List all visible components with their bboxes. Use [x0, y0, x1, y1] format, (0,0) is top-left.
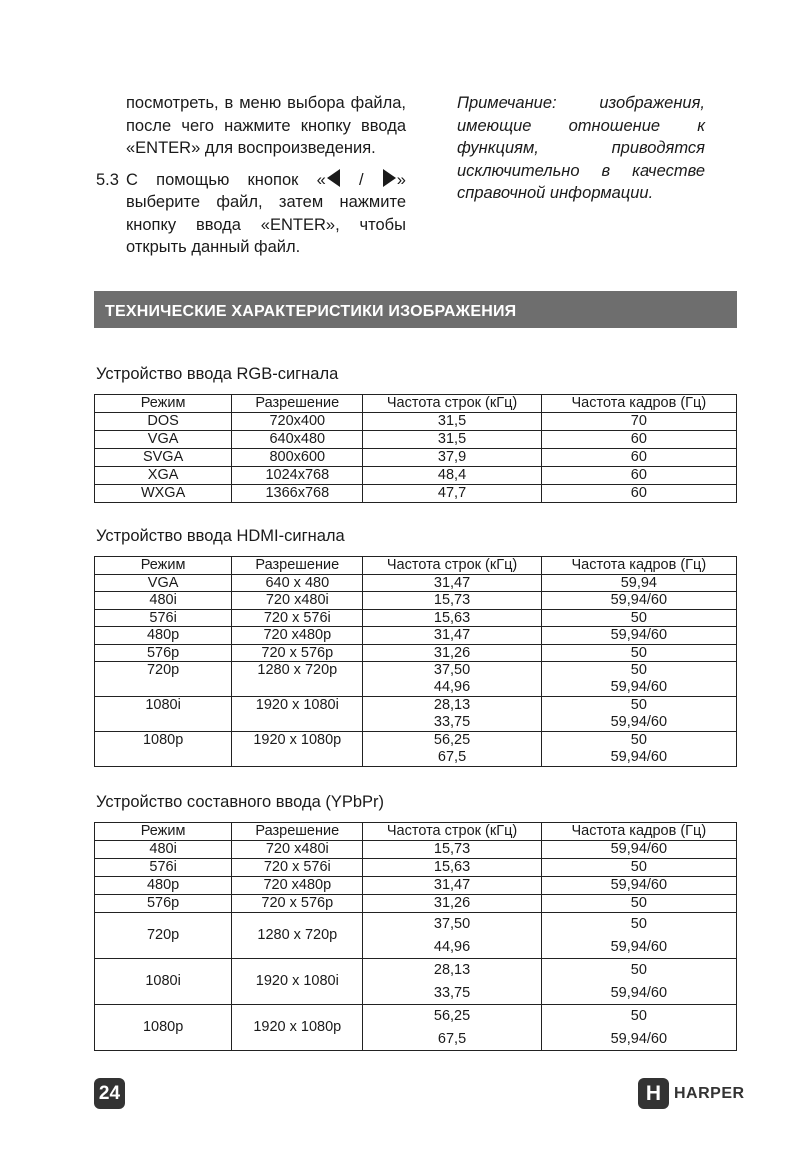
rgb-table-title: Устройство ввода RGB-сигнала — [96, 365, 339, 383]
column-header: Частота строк (кГц) — [363, 823, 541, 841]
step-separator: / — [340, 170, 382, 189]
cell-line: 44,96 — [433, 938, 471, 955]
cell: 576p — [95, 644, 232, 662]
cell: 60 — [541, 485, 736, 503]
cell: 31,47 — [363, 574, 541, 592]
column-header: Разрешение — [232, 823, 363, 841]
cell: SVGA — [95, 449, 232, 467]
cell: 1280 x 720p — [232, 913, 363, 959]
table-row — [95, 732, 737, 767]
hdmi-table — [94, 556, 737, 767]
cell: 47,7 — [363, 485, 541, 503]
cell: 59,94/60 — [541, 627, 736, 645]
cell-line: 50 — [630, 732, 647, 748]
table-row — [95, 449, 737, 467]
cell: 720 x 576p — [232, 644, 363, 662]
cell: 59,94 — [541, 574, 736, 592]
cell: 720 x 576i — [232, 609, 363, 627]
harper-logo — [638, 1078, 745, 1109]
cell: 31,26 — [363, 895, 541, 913]
cell: 720p — [95, 913, 232, 959]
cell: 720p — [95, 662, 232, 697]
cell: 60 — [541, 431, 736, 449]
arrow-right-icon — [383, 169, 396, 187]
cell-line: 67,5 — [437, 1030, 467, 1047]
cell: 15,63 — [363, 859, 541, 877]
cell: 15,63 — [363, 609, 541, 627]
table-row — [95, 877, 737, 895]
cell: 800x600 — [232, 449, 363, 467]
cell: 31,5 — [363, 431, 541, 449]
table-header-row — [95, 823, 737, 841]
cell-line: 28,13 — [433, 697, 471, 713]
cell: 31,47 — [363, 627, 541, 645]
cell: 720 x 576p — [232, 895, 363, 913]
cell: 1024x768 — [232, 467, 363, 485]
cell: 640 x 480 — [232, 574, 363, 592]
cell — [541, 732, 736, 767]
table-row — [95, 467, 737, 485]
cell: 576i — [95, 609, 232, 627]
column-header: Разрешение — [232, 557, 363, 575]
cell-line: 50 — [630, 662, 647, 678]
cell: 1280 x 720p — [232, 662, 363, 697]
step-text — [126, 169, 406, 259]
cell: 1366x768 — [232, 485, 363, 503]
cell — [541, 913, 736, 959]
table-row — [95, 574, 737, 592]
column-header: Частота кадров (Гц) — [541, 557, 736, 575]
table-row — [95, 485, 737, 503]
table-row — [95, 697, 737, 732]
step-number: 5.3 — [96, 170, 119, 189]
cell: 31,26 — [363, 644, 541, 662]
cell — [541, 1005, 736, 1051]
table-row — [95, 913, 737, 959]
column-header: Частота строк (кГц) — [363, 395, 541, 413]
left-column — [96, 92, 406, 259]
table-row — [95, 662, 737, 697]
cell: 15,73 — [363, 841, 541, 859]
cell: 720 x 576i — [232, 859, 363, 877]
cell: 720 x480i — [232, 592, 363, 610]
cell: 576p — [95, 895, 232, 913]
table-row — [95, 644, 737, 662]
column-header: Частота кадров (Гц) — [541, 823, 736, 841]
cell: 59,94/60 — [541, 592, 736, 610]
cell-line: 28,13 — [433, 962, 471, 978]
column-header: Частота строк (кГц) — [363, 557, 541, 575]
cell-line: 33,75 — [433, 714, 471, 730]
cell — [541, 662, 736, 697]
cell: 1920 x 1080p — [232, 1005, 363, 1051]
cell — [363, 697, 541, 732]
cell-line: 59,94/60 — [610, 679, 668, 695]
cell: 1920 x 1080i — [232, 697, 363, 732]
rgb-table — [94, 394, 737, 503]
continuation-paragraph: посмотреть, в меню выбора файла, после чего нажмите кнопку ввода «ENTER» для воспроизведения. — [126, 94, 406, 157]
cell-line: 56,25 — [433, 1008, 471, 1024]
cell: 480p — [95, 627, 232, 645]
cell-line: 59,94/60 — [610, 938, 668, 955]
hdmi-table-title: Устройство ввода HDMI-сигнала — [96, 527, 345, 545]
cell: 720 x480p — [232, 877, 363, 895]
cell: 720x400 — [232, 413, 363, 431]
cell-line: 67,5 — [437, 749, 467, 765]
cell: 480i — [95, 841, 232, 859]
cell-line: 33,75 — [433, 984, 471, 1001]
cell: 576i — [95, 859, 232, 877]
cell-line: 59,94/60 — [610, 714, 668, 730]
cell: 37,9 — [363, 449, 541, 467]
cell: 60 — [541, 449, 736, 467]
table-row — [95, 609, 737, 627]
cell-line: 50 — [630, 916, 647, 932]
cell: 720 x480i — [232, 841, 363, 859]
table-row — [95, 841, 737, 859]
cell: 50 — [541, 895, 736, 913]
cell-line: 44,96 — [433, 679, 471, 695]
cell: 70 — [541, 413, 736, 431]
column-header: Режим — [95, 557, 232, 575]
cell — [541, 697, 736, 732]
cell-line: 50 — [630, 1008, 647, 1024]
cell-line: 37,50 — [433, 662, 471, 678]
cell: 60 — [541, 467, 736, 485]
table-row — [95, 859, 737, 877]
table-row — [95, 592, 737, 610]
step-text-after: » выберите файл, затем нажмите кнопку ввода «ENTER», чтобы открыть данный файл. — [126, 170, 406, 256]
cell: 1080i — [95, 697, 232, 732]
brand-name: HARPER — [674, 1084, 745, 1102]
cell-line: 37,50 — [433, 916, 471, 932]
step-5-3 — [96, 169, 406, 259]
cell: 50 — [541, 609, 736, 627]
ypbpr-table-title: Устройство составного ввода (YPbPr) — [96, 793, 385, 811]
cell — [363, 1005, 541, 1051]
cell: 48,4 — [363, 467, 541, 485]
cell: 50 — [541, 644, 736, 662]
cell: 15,73 — [363, 592, 541, 610]
table-row — [95, 895, 737, 913]
table-row — [95, 413, 737, 431]
table-row — [95, 627, 737, 645]
cell — [363, 913, 541, 959]
table-header-row — [95, 557, 737, 575]
cell — [541, 959, 736, 1005]
cell-line: 56,25 — [433, 732, 471, 748]
cell: 480p — [95, 877, 232, 895]
cell: VGA — [95, 431, 232, 449]
cell: XGA — [95, 467, 232, 485]
cell: 1920 x 1080p — [232, 732, 363, 767]
table-row — [95, 959, 737, 1005]
page-number: 24 — [94, 1078, 125, 1109]
cell — [363, 662, 541, 697]
cell: 480i — [95, 592, 232, 610]
harper-logo-icon: H — [638, 1078, 669, 1109]
cell: 31,5 — [363, 413, 541, 431]
column-header: Режим — [95, 823, 232, 841]
table-header-row — [95, 395, 737, 413]
cell: 1080p — [95, 732, 232, 767]
cell — [363, 959, 541, 1005]
note: Примечание: изображения, имеющие отношение к функциям, приводятся исключительно в качестве справочной информации. — [457, 94, 705, 202]
cell: 50 — [541, 859, 736, 877]
table-row — [95, 1005, 737, 1051]
cell-line: 59,94/60 — [610, 749, 668, 765]
column-header: Режим — [95, 395, 232, 413]
cell: 31,47 — [363, 877, 541, 895]
cell: 59,94/60 — [541, 841, 736, 859]
cell: DOS — [95, 413, 232, 431]
cell: VGA — [95, 574, 232, 592]
cell: 1080i — [95, 959, 232, 1005]
table-row — [95, 431, 737, 449]
cell: 1080p — [95, 1005, 232, 1051]
cell-line: 59,94/60 — [610, 1030, 668, 1047]
ypbpr-table — [94, 822, 737, 1051]
column-header: Разрешение — [232, 395, 363, 413]
cell: WXGA — [95, 485, 232, 503]
cell: 1920 x 1080i — [232, 959, 363, 1005]
cell-line: 50 — [630, 962, 647, 978]
cell-line: 50 — [630, 697, 647, 713]
cell: 720 x480p — [232, 627, 363, 645]
section-title: ТЕХНИЧЕСКИЕ ХАРАКТЕРИСТИКИ ИЗОБРАЖЕНИЯ — [94, 291, 737, 328]
cell — [363, 732, 541, 767]
arrow-left-icon — [327, 169, 340, 187]
cell: 640x480 — [232, 431, 363, 449]
column-header: Частота кадров (Гц) — [541, 395, 736, 413]
cell-line: 59,94/60 — [610, 984, 668, 1001]
step-text-before: С помощью кнопок « — [126, 170, 326, 189]
cell: 59,94/60 — [541, 877, 736, 895]
